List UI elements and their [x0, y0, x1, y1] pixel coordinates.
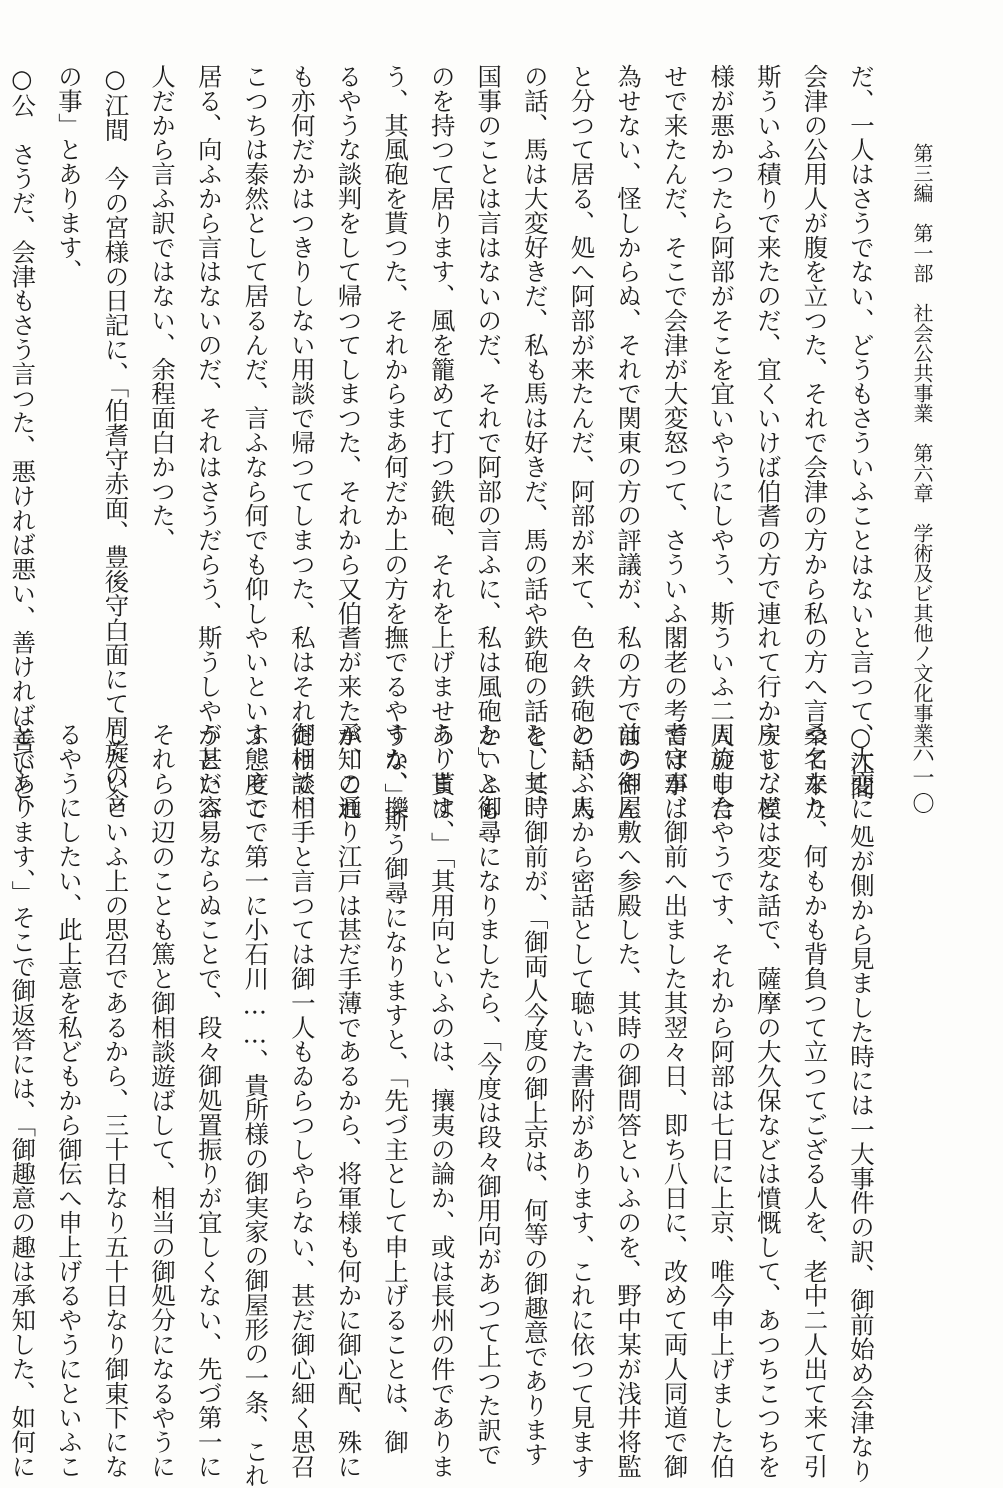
text-column: 御相談相手と言つては御一人もゐらつしやらない、甚だ御心細く思召: [286, 722, 316, 1479]
text-column: のを持つて居ります、風を籠めて打つ鉄砲、それを上げませう、貰は: [426, 64, 456, 821]
text-column: も亦何だかはつきりしない用談で帰つてしまつた、私はそれだけで、: [286, 64, 316, 821]
text-column: ○公 さうだ、会津もさう言つた、悪ければ悪い、善ければ善いと、: [7, 64, 37, 825]
text-column: 桑名なり、何もかも背負つて立つてござる人を、老中二人出て来て引: [799, 722, 829, 1479]
text-column: す、そこで第一に小石川……、貴所様の御実家の御屋形の一条、これ: [240, 722, 270, 1488]
text-column: といふ人から密話として聴いた書附があります、これに依つて見ます: [566, 722, 596, 1479]
text-column: 為せない、怪しからぬ、それで関東の方の評議が、私の方ではちやん: [613, 64, 643, 821]
text-column: と、其時御前が、「御両人今度の御上京は、何等の御趣意であります: [519, 722, 549, 1467]
upper-text-block: [7, 64, 883, 825]
text-column: と分つて居る、処へ阿部が来たんだ、阿部が来て、色々鉄砲の話、馬: [566, 64, 596, 821]
text-column: 戻すなどは変な話で、薩摩の大久保などは憤慨して、あつちこつちを: [752, 722, 782, 1479]
text-column: るやうな談判をして帰つてしまつた、それから又伯耆が来たが、これ: [333, 64, 363, 821]
text-column: だ、一人はさうでない、どうもさういふことはないと言つて、大変に: [846, 64, 875, 821]
text-column: したいといふ上の思召であるから、三十日なり五十日なり御東下にな: [100, 722, 130, 1479]
text-column: それらの辺のことも篤と御相談遊ばして、相当の御処分になるやうに: [147, 722, 177, 1479]
text-column: の事」とあります、: [53, 64, 83, 284]
text-column: とであります、」そこで御返答には、「御趣意の趣は承知した、如何に: [7, 722, 37, 1479]
running-header: 第三編 第一部 社会公共事業 第六章 学術及ビ其他ノ文化事業: [910, 143, 934, 743]
text-column: が甚だ容易ならぬことで、段々御処置振りが宜しくない、先づ第一に: [193, 722, 223, 1479]
text-column: の話、馬は大変好きだ、私も馬は好きだ、馬の話や鉄砲の話をして、: [519, 64, 549, 821]
text-column: う、其風砲を貰つた、それからまあ何だか上の方を撫でるやうな、擽: [380, 64, 410, 821]
text-column: 耆守が、御前へ出ました其翌々日、即ち八日に、改めて両人同道で御: [659, 722, 689, 1479]
text-column: るやうにしたい、此上意を私どもから御伝へ申上げるやうにといふこ: [53, 722, 83, 1479]
text-column: すか、」斯う御尋になりますと、「先づ主として申上げることは、御: [380, 722, 410, 1454]
text-column: 会津の公用人が腹を立つた、それで会津の方から私の方へ言つて来た: [799, 64, 829, 821]
text-column: ○江間 今の宮様の日記に、「伯耆守赤面、豊後守白面にて周旋の含: [100, 64, 130, 813]
text-column: 居る、向ふから言はないのだ、それはさうだらう、斯うしやうといふ: [193, 64, 223, 821]
page-number: 六一〇: [909, 740, 934, 818]
text-column: 人だから言ふ訳ではない、余程面白かつた、: [147, 64, 177, 552]
lower-text-block: [7, 722, 883, 1488]
text-column: 承知の通り江戸は甚だ手薄であるから、将軍様も何かに御心配、殊に: [333, 722, 363, 1479]
text-column: こつちは泰然として居るんだ、言ふなら何でも仰しやいといふ態度で: [240, 64, 270, 821]
text-column: 国事のことは言はないのだ、それで阿部の言ふに、私は風砲といふも: [473, 64, 503, 821]
text-column: あります、」「其用向といふのは、攘夷の論か、或は長州の件でありま: [426, 722, 456, 1479]
text-column: ○江間 処が側から見ました時には一大事件の訳、御前始め会津なり: [846, 722, 875, 1483]
text-column: 斯ういふ積りで来たのだ、宜くいけば伯耆の方で連れて行かうし、模: [752, 64, 782, 821]
text-column: 周旋したやうです、それから阿部は七日に上京、唯今申上げました伯: [706, 722, 736, 1479]
text-column: せで来たんだ、そこで会津が大変怒つて、さういふ閣老の考では事は: [659, 64, 689, 821]
text-column: か」と御尋になりましたら、「今度は段々御用向があつて上つた訳で: [473, 722, 503, 1467]
text-column: 前の御屋敷へ参殿した、其時の御問答といふのを、野中某が浅井将監: [613, 722, 643, 1479]
text-column: 様が悪かつたら阿部がそこを宜いやうにしやう、斯ういふ二人の申合: [706, 64, 736, 821]
